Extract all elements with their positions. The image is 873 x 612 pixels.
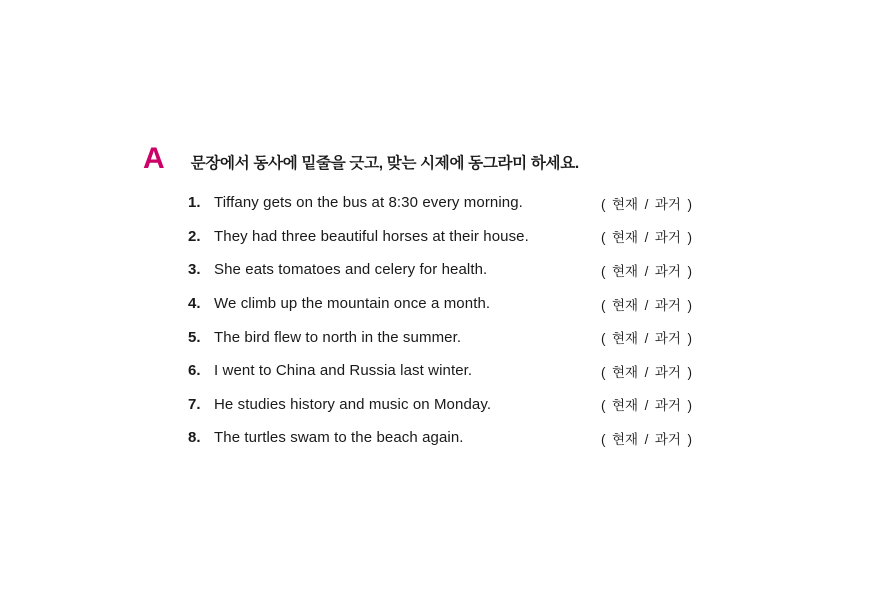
close-paren: ) — [687, 331, 692, 347]
section-label: A — [143, 142, 165, 175]
item-number: 5. — [188, 328, 201, 346]
tense-option-past: 과거 — [654, 364, 681, 380]
open-paren: ( — [601, 398, 606, 414]
tense-choices — [601, 394, 692, 414]
exercise-item-7 — [188, 388, 692, 422]
tense-separator: / — [644, 263, 649, 279]
tense-option-present: 현재 — [612, 196, 639, 212]
tense-choices — [601, 226, 692, 246]
close-paren: ) — [687, 196, 692, 212]
tense-option-present: 현재 — [612, 331, 639, 347]
tense-separator: / — [644, 230, 649, 246]
close-paren: ) — [687, 297, 692, 313]
tense-separator: / — [644, 398, 649, 414]
close-paren: ) — [687, 398, 692, 414]
tense-separator: / — [644, 297, 649, 313]
tense-option-past: 과거 — [654, 196, 681, 212]
tense-separator: / — [644, 364, 649, 380]
tense-separator: / — [644, 331, 649, 347]
tense-option-past: 과거 — [654, 431, 681, 447]
open-paren: ( — [601, 297, 606, 313]
section-header — [143, 144, 579, 174]
tense-choices — [601, 294, 692, 314]
tense-option-past: 과거 — [654, 263, 681, 279]
item-sentence: Tiffany gets on the bus at 8:30 every morning. — [214, 194, 523, 212]
close-paren: ) — [687, 364, 692, 380]
tense-option-present: 현재 — [612, 431, 639, 447]
item-number: 2. — [188, 227, 201, 245]
tense-option-present: 현재 — [612, 398, 639, 414]
tense-choices — [601, 193, 692, 213]
open-paren: ( — [601, 196, 606, 212]
item-sentence: The turtles swam to the beach again. — [214, 429, 464, 447]
close-paren: ) — [687, 230, 692, 246]
tense-option-past: 과거 — [654, 398, 681, 414]
item-number: 3. — [188, 261, 201, 279]
exercise-item-2 — [188, 220, 692, 254]
tense-option-past: 과거 — [654, 331, 681, 347]
tense-choices — [601, 428, 692, 448]
tense-choices — [601, 327, 692, 347]
section-instruction: 문장에서 동사에 밑줄을 긋고, 맞는 시제에 동그라미 하세요. — [190, 155, 579, 172]
item-sentence: I went to China and Russia last winter. — [214, 362, 473, 380]
item-number: 8. — [188, 429, 201, 447]
exercise-item-4 — [188, 287, 692, 321]
item-number: 7. — [188, 395, 201, 413]
open-paren: ( — [601, 431, 606, 447]
item-sentence: They had three beautiful horses at their house. — [214, 227, 529, 245]
tense-option-present: 현재 — [612, 230, 639, 246]
tense-option-past: 과거 — [654, 230, 681, 246]
open-paren: ( — [601, 263, 606, 279]
tense-choices — [601, 260, 692, 280]
tense-separator: / — [644, 196, 649, 212]
item-number: 4. — [188, 295, 201, 313]
tense-separator: / — [644, 431, 649, 447]
item-sentence: She eats tomatoes and celery for health. — [214, 261, 488, 279]
tense-option-present: 현재 — [612, 297, 639, 313]
item-number: 6. — [188, 362, 201, 380]
exercise-item-8 — [188, 421, 692, 455]
open-paren: ( — [601, 364, 606, 380]
exercise-list — [188, 186, 692, 455]
exercise-item-3 — [188, 253, 692, 287]
tense-option-present: 현재 — [612, 364, 639, 380]
exercise-item-5 — [188, 320, 692, 354]
close-paren: ) — [687, 263, 692, 279]
tense-option-present: 현재 — [612, 263, 639, 279]
tense-option-past: 과거 — [654, 297, 681, 313]
item-sentence: He studies history and music on Monday. — [214, 395, 492, 413]
exercise-item-6 — [188, 354, 692, 388]
item-sentence: The bird flew to north in the summer. — [214, 328, 462, 346]
close-paren: ) — [687, 431, 692, 447]
open-paren: ( — [601, 230, 606, 246]
tense-choices — [601, 361, 692, 381]
open-paren: ( — [601, 331, 606, 347]
exercise-item-1 — [188, 186, 692, 220]
item-sentence: We climb up the mountain once a month. — [214, 295, 491, 313]
item-number: 1. — [188, 194, 201, 212]
